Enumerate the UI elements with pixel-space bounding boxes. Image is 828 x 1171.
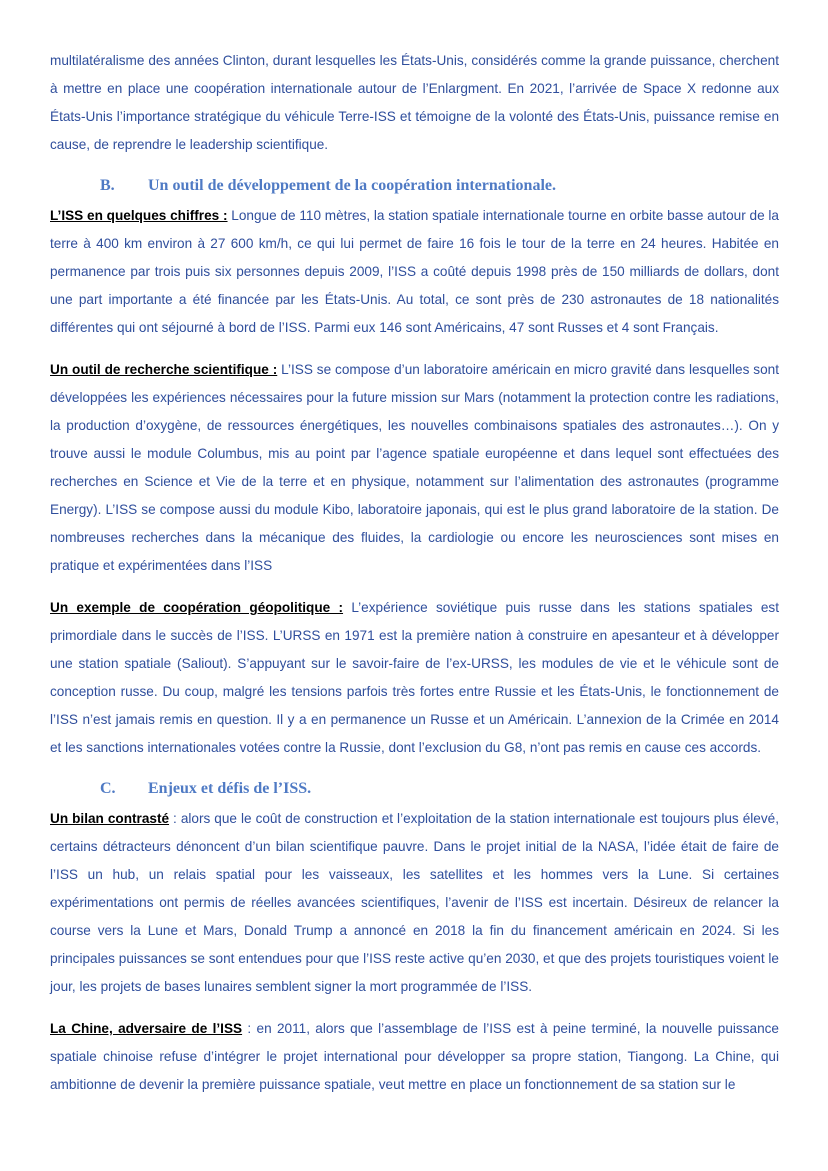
paragraph-text: : en 2011, alors que l’assemblage de l’ISS est à peine terminé, la nouvelle puissance spatiale chinoise refuse d’intégrer le projet international pour développer sa propre station, Tiangong. La Chine, qui ambitionne de devenir la première puissance spatiale, veut mettre en place un fonctionnement de sa station sur le [50,1021,779,1092]
paragraph-iss-chiffres [50,202,779,342]
section-b-title: Un outil de développement de la coopération internationale. [148,177,556,194]
intro-text: multilatéralisme des années Clinton, durant lesquelles les États-Unis, considérés comme la grande puissance, cherchent à mettre en place une coopération internationale autour de l’Enlargment. En 2021, l’arrivée de Space X redonne aux États-Unis l’importance stratégique du véhicule Terre-ISS et témoigne de la volonté des États-Unis, puissance remise en cause, de reprendre le leadership scientifique. [50,53,779,152]
paragraph-lead: Un bilan contrasté [50,811,170,826]
document-page [50,47,779,1099]
section-c-title: Enjeux et défis de l’ISS. [148,780,312,797]
paragraph-chine-adversaire [50,1015,779,1099]
intro-paragraph [50,47,779,159]
paragraph-recherche-scientifique [50,356,779,580]
paragraph-lead: Un outil de recherche scientifique : [50,362,278,377]
paragraph-text: L’ISS se compose d’un laboratoire américain en micro gravité dans lesquelles sont développées les expériences nécessaires pour la future mission sur Mars (notamment la protection contre les radiations, la production d’oxygène, de ressources énergétiques, les nouvelles combinaisons spatiales des astronautes…). On y trouve aussi le module Columbus, mis au point par l’agence spatiale européenne et dans lequel sont effectuées des recherches en Science et Vie de la terre et en physique, notamment sur l’alimentation des astronautes (programme Energy). L’ISS se compose aussi du module Kibo, laboratoire japonais, qui est le plus grand laboratoire de la station. De nombreuses recherches dans la mécanique des fluides, la cardiologie ou encore les neurosciences sont mises en pratique et expérimentées dans l’ISS [50,362,779,573]
paragraph-text: Longue de 110 mètres, la station spatiale internationale tourne en orbite basse autour de la terre à 400 km environ à 27 600 km/h, ce qui lui permet de faire 16 fois le tour de la terre en 24 heures. Habitée en permanence par trois puis six personnes depuis 2009, l’ISS a coûté depuis 1998 près de 150 milliards de dollars, dont une part importante a été financée par les États-Unis. Au total, ce sont près de 230 astronautes de 18 nationalités différentes qui ont séjourné à bord de l’ISS. Parmi eux 146 sont Américains, 47 sont Russes et 4 sont Français. [50,208,779,335]
paragraph-text: L’expérience soviétique puis russe dans les stations spatiales est primordiale dans le succès de l’ISS. L’URSS en 1971 est la première nation à construire en apesanteur et à développer une station spatiale (Saliout). S’appuyant sur le savoir-faire de l’ex-URSS, les modules de vie et le véhicule sont de conception russe. Du coup, malgré les tensions parfois très fortes entre Russie et les États-Unis, le fonctionnement de l’ISS n’est jamais remis en question. Il y a en permanence un Russe et un Américain. L’annexion de la Crimée en 2014 et les sanctions internationales votées contre la Russie, dont l’exclusion du G8, n’ont pas remis en cause ces accords. [50,600,779,755]
paragraph-lead: L’ISS en quelques chiffres : [50,208,228,223]
section-b-letter: B. [100,177,115,194]
paragraph-cooperation-geopolitique [50,594,779,762]
paragraph-text: : alors que le coût de construction et l’exploitation de la station internationale est toujours plus élevé, certains détracteurs dénoncent d’un bilan scientifique pauvre. Dans le projet initial de la NASA, l’idée était de faire de l’ISS un hub, un relais spatial pour les vaisseaux, les satellites et les hommes vers la Lune. Si certaines expérimentations ont permis de réelles avancées scientifiques, l’avenir de l’ISS est incertain. Désireux de relancer la course vers la Lune et Mars, Donald Trump a annoncé en 2018 la fin du financement américain en 2024. Si les principales puissances se sont entendues pour que l’ISS reste active qu’en 2030, et que des projets touristiques voient le jour, les projets de bases lunaires semblent signer la mort programmée de l’ISS. [50,811,779,994]
paragraph-lead: La Chine, adversaire de l’ISS [50,1021,243,1036]
section-b-heading [50,170,779,202]
paragraph-bilan-contraste [50,805,779,1001]
section-c-letter: C. [100,780,116,797]
section-c-heading [50,773,779,805]
paragraph-lead: Un exemple de coopération géopolitique : [50,600,344,615]
